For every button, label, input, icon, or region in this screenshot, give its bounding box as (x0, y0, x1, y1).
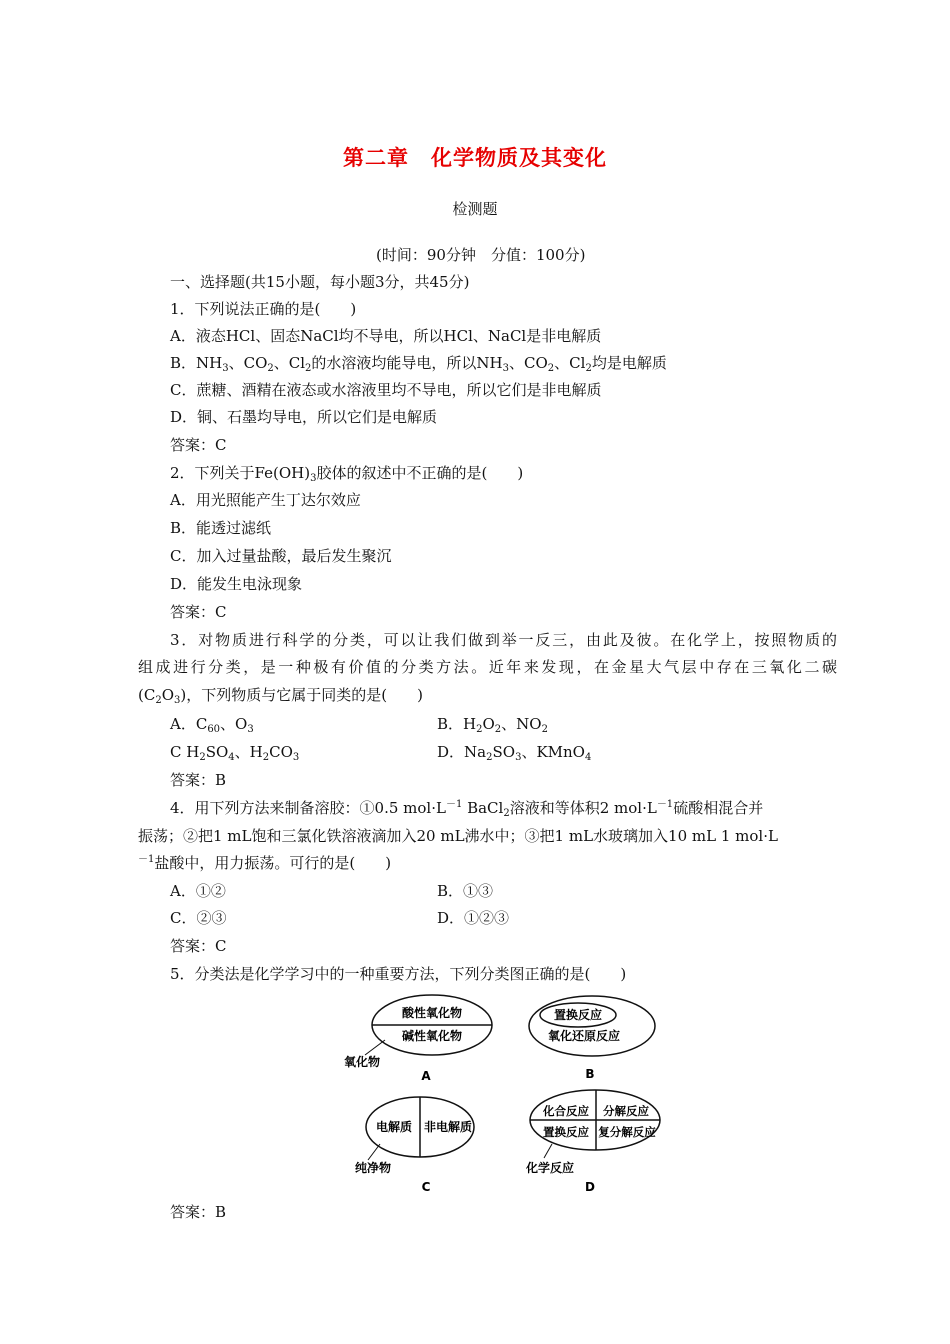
section-heading: 一、选择题(共15小题，每小题3分，共45分) (170, 273, 470, 291)
q1-stem: 1．下列说法正确的是( ) (170, 300, 357, 318)
q4-option-c: C．②③ (170, 909, 227, 927)
q1-option-a: A．液态HCl、固态NaCl均不导电，所以HCl、NaCl是非电解质 (170, 327, 602, 345)
q4-option-a: A．①② (170, 882, 226, 900)
diagram-b (529, 996, 655, 1081)
diagram-c (355, 1097, 474, 1192)
diagram-a-top: 酸性氧化物 (401, 1006, 463, 1020)
diagram-c-label: C (421, 1180, 431, 1192)
q3-option-a: A．$C_{60}$、$O_3$ (170, 715, 254, 735)
q1-option-c: C．蔗糖、酒精在液态或水溶液里均不导电，所以它们是非电解质 (170, 381, 602, 399)
q4-stem-line1: 4．用下列方法来制备溶胶：①0.5 $mol\cdot L^{-1}$ BaCl$_2$溶液和等体积2 $mol\cdot L^{-1}$硫酸相混合并 (170, 799, 764, 819)
diagram-d (525, 1090, 660, 1192)
q3-option-d: D．$Na_2SO_3$、KMnO$_4$ (437, 743, 592, 763)
q4-stem-line2: 振荡；②把1 mL饱和三氯化铁溶液滴加入20 mL沸水中；③把1 mL水玻璃加入10 mL 1 mol·L (138, 827, 778, 845)
diagram-a (344, 995, 492, 1083)
diagram-d-bottom-left: 置换反应 (543, 1125, 589, 1139)
q2-option-a: A．用光照能产生丁达尔效应 (170, 491, 361, 509)
diagram-b-inner: 置换反应 (553, 1008, 603, 1022)
exam-meta: (时间：90分钟 分值：100分) (376, 246, 586, 264)
diagram-a-bottom: 碱性氧化物 (401, 1029, 463, 1043)
q5-answer: 答案：B (170, 1203, 227, 1221)
diagram-b-label: B (585, 1067, 595, 1081)
q3-stem-line3: $(C_2O_3)$，下列物质与它属于同类的是( ) (138, 686, 423, 706)
diagram-d-top-right: 分解反应 (603, 1104, 649, 1118)
q3-stem-line1: 3．对物质进行科学的分类，可以让我们做到举一反三，由此及彼。在化学上，按照物质的 (170, 631, 837, 649)
q2-answer: 答案：C (170, 603, 227, 621)
diagram-c-outer: 纯净物 (355, 1161, 392, 1175)
diagram-d-bottom-right: 复分解反应 (598, 1125, 656, 1139)
diagram-c-right: 非电解质 (423, 1120, 473, 1134)
diagram-b-outer: 氧化还原反应 (547, 1029, 621, 1043)
q1-option-b: B．$NH_3$、$CO_2$、$Cl_2$的水溶液均能导电，所以$NH_3$、$CO_2$、$Cl_2$均是电解质 (170, 354, 667, 374)
diagram-d-top-left: 化合反应 (543, 1104, 589, 1118)
q2-option-d: D．能发生电泳现象 (170, 575, 303, 593)
classification-diagrams (330, 992, 670, 1192)
q2-stem: 2．下列关于$Fe(OH)_3$胶体的叙述中不正确的是( ) (170, 464, 524, 484)
subtitle: 检测题 (452, 200, 498, 218)
diagram-c-left: 电解质 (375, 1120, 413, 1134)
q4-answer: 答案：C (170, 937, 227, 955)
diagram-d-pointer (544, 1144, 552, 1158)
q1-option-d: D．铜、石墨均导电，所以它们是电解质 (170, 408, 438, 426)
q3-stem-line2: 组成进行分类，是一种极有价值的分类方法。近年来发现，在金星大气层中存在三氧化二碳 (138, 658, 837, 676)
diagram-d-label: D (585, 1180, 595, 1192)
q4-option-b: B．①③ (437, 882, 494, 900)
diagram-a-label: A (421, 1069, 431, 1083)
q3-option-b: B．$H_2O_2$、$NO_2$ (437, 715, 548, 735)
diagram-d-outer: 化学反应 (526, 1161, 575, 1175)
diagram-c-pointer (368, 1144, 380, 1160)
q4-stem-line3: $^{-1}$盐酸中，用力振荡。可行的是( ) (138, 854, 392, 872)
q2-option-b: B．能透过滤纸 (170, 519, 272, 537)
chapter-title: 第二章 化学物质及其变化 (343, 145, 607, 170)
q4-option-d: D．①②③ (437, 909, 510, 927)
diagram-a-pointer (365, 1040, 385, 1055)
q5-stem: 5．分类法是化学学习中的一种重要方法，下列分类图正确的是( ) (170, 965, 627, 983)
q3-option-c: C $H_2SO_4$、$H_2CO_3$ (170, 743, 300, 763)
q1-answer: 答案：C (170, 436, 227, 454)
q3-answer: 答案：B (170, 771, 227, 789)
diagram-a-outer: 氧化物 (344, 1055, 381, 1069)
q2-option-c: C．加入过量盐酸，最后发生聚沉 (170, 547, 392, 565)
